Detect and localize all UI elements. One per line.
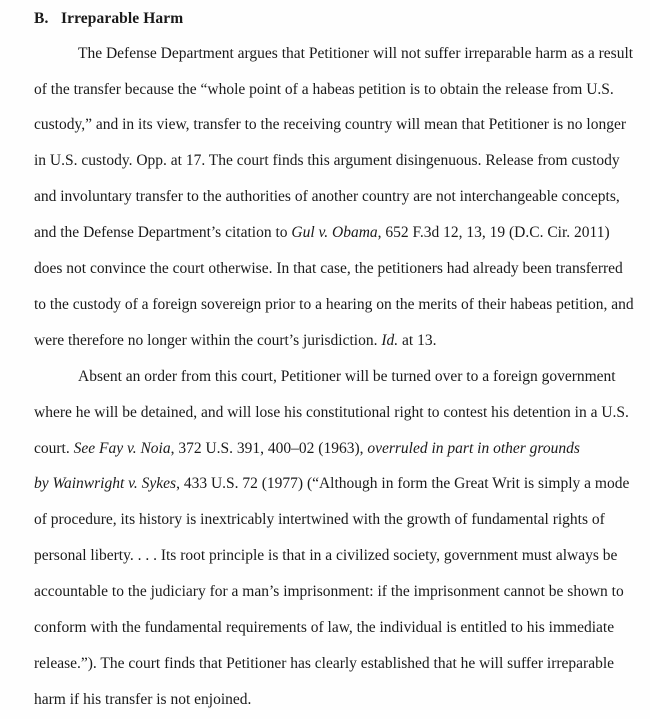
section-heading [34,10,183,28]
paragraph1-line [78,44,633,64]
text-segment: , 372 U.S. 391, 400–02 (1963), [170,440,368,457]
text-segment: The Defense Department argues that Petitioner will not suffer irreparable harm as a result [78,45,634,62]
text-segment: to the custody of a foreign sovereign prior to a hearing on the merits of their habeas petition, and [34,296,634,313]
text-segment: court. [34,440,74,457]
paragraph2-line [34,546,617,566]
text-segment: custody,” and in its view, transfer to the receiving country will mean that Petitioner is no longer [34,116,627,133]
paragraph1-line [34,331,436,351]
text-segment: release.”). The court finds that Petitioner has clearly established that he will suffer irreparable [34,655,615,672]
paragraph2-line [34,439,580,459]
citation-italic: overruled in part in other grounds [367,440,580,457]
paragraph2-line [78,367,616,387]
text-segment: in U.S. custody. Opp. at 17. The court finds this argument disingenuous. Release from custody [34,152,620,169]
paragraph2-line [34,654,614,674]
citation-italic: See Fay v. Noia [73,440,171,457]
citation-italic: Id. [381,332,399,349]
text-segment: , 433 U.S. 72 (1977) (“Although in form the Great Writ is simply a mode [176,475,630,492]
text-segment: harm if his transfer is not enjoined. [34,691,252,708]
text-segment: at 13. [398,332,437,349]
text-segment: of procedure, its history is inextricably intertwined with the growth of fundamental rights of [34,511,605,528]
section-number: B. [34,10,49,27]
text-segment: and the Defense Department’s citation to [34,224,292,241]
text-segment: , 652 F.3d 12, 13, 19 (D.C. Cir. 2011) [377,224,610,241]
paragraph2-line [34,690,251,710]
text-segment: where he will be detained, and will lose his constitutional right to contest his detention in a U.S. [34,404,629,421]
paragraph1-line [34,151,620,171]
paragraph1-line [34,187,620,207]
paragraph1-line [34,295,634,315]
paragraph2-line [34,510,605,530]
paragraph1-line [34,223,610,243]
section-title: Irreparable Harm [60,10,184,27]
text-segment: of the transfer because the “whole point of a habeas petition is to obtain the release from U.S. [34,81,614,98]
text-segment: were therefore no longer within the court’s jurisdiction. [34,332,382,349]
paragraph2-line [34,403,629,423]
text-segment: and involuntary transfer to the authorities of another country are not interchangeable concepts, [34,188,620,205]
text-segment: does not convince the court otherwise. In that case, the petitioners had already been transferred [34,260,623,277]
paragraph2-line [34,474,629,494]
paragraph1-line [34,80,614,100]
paragraph2-line [34,582,624,602]
text-segment: Absent an order from this court, Petitioner will be turned over to a foreign government [78,368,616,385]
text-segment: accountable to the judiciary for a man’s imprisonment: if the imprisonment cannot be shown to [34,583,624,600]
citation-italic: by Wainwright v. Sykes [34,475,177,492]
paragraph1-line [34,115,626,135]
paragraph1-line [34,259,623,279]
paragraph2-line [34,618,614,638]
text-segment: conform with the fundamental requirements of law, the individual is entitled to his immediate [34,619,615,636]
citation-italic: Gul v. Obama [291,224,378,241]
text-segment: personal liberty. . . . Its root principle is that in a civilized society, government must always be [34,547,618,564]
